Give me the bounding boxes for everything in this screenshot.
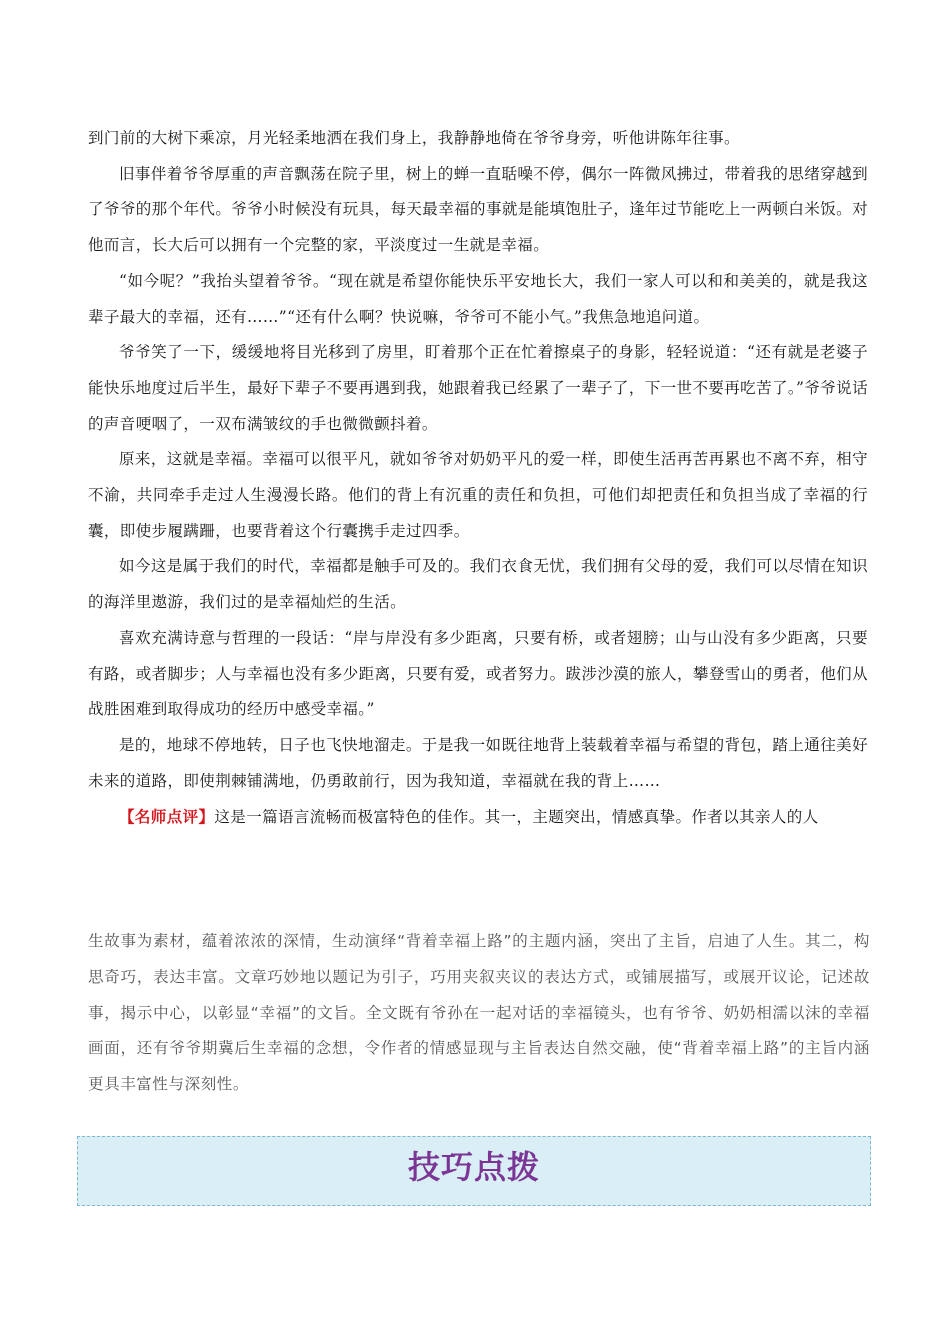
teacher-comment-first-line: 这是一篇语言流畅而极富特色的佳作。其一，主题突出，情感真挚。作者以其亲人的人	[214, 808, 819, 826]
essay-paragraph: 到门前的大树下乘凉，月光轻柔地洒在我们身上，我静静地倚在爷爷身旁，听他讲陈年往事。	[88, 129, 740, 147]
essay-body	[88, 121, 868, 799]
essay-paragraph: 如今这是属于我们的时代，幸福都是触手可及的。我们衣食无忧，我们拥有父母的爱，我们可以尽情在知识的海洋里遨游，我们过的是幸福灿烂的生活。	[88, 557, 868, 612]
essay-paragraph: 喜欢充满诗意与哲理的一段话：“岸与岸没有多少距离，只要有桥，或者翅膀；山与山没有多少距离，只要有路，或者脚步；人与幸福也没有多少距离，只要有爱，或者努力。跋涉沙漠的旅人，攀登雪山的勇者，他们从战胜困难到取得成功的经历中感受幸福。”	[88, 628, 868, 719]
essay-paragraph: “如今呢？”我抬头望着爷爷。“现在就是希望你能快乐平安地长大，我们一家人可以和和美美的，就是我这辈子最大的幸福，还有……”“还有什么啊？快说嘛，爷爷可不能小气。”我焦急地追问道。	[88, 271, 868, 326]
teacher-comment-label: 【名师点评】	[119, 807, 215, 826]
teacher-comment-intro	[88, 799, 868, 836]
essay-paragraph: 爷爷笑了一下，缓缓地将目光移到了房里，盯着那个正在忙着擦桌子的身影，轻轻说道：“还有就是老婆子能快乐地度过后半生，最好下辈子不要再遇到我，她跟着我已经累了一辈子了，下一世不要再吃苦了。”爷爷说话的声音哽咽了，一双布满皱纹的手也微微颤抖着。	[88, 343, 868, 433]
section-title: 技巧点拨	[407, 1148, 540, 1186]
essay-paragraph: 是的，地球不停地转，日子也飞快地溜走。于是我一如既往地背上装载着幸福与希望的背包，踏上通往美好未来的道路，即使荆棘铺满地，仍勇敢前行，因为我知道，幸福就在我的背上……	[88, 735, 868, 790]
essay-paragraph: 原来，这就是幸福。幸福可以很平凡，就如爷爷对奶奶平凡的爱一样，即使生活再苦再累也不离不弃，相守不渝，共同牵手走过人生漫漫长路。他们的背上有沉重的责任和负担，可他们却把责任和负担当成了幸福的行囊，即使步履蹒跚，也要背着这个行囊携手走过四季。	[88, 450, 868, 540]
teacher-comment-continued: 生故事为素材，蕴着浓浓的深情，生动演绎“背着幸福上路”的主题内涵，突出了主旨，启迪了人生。其二，构思奇巧，表达丰富。文章巧妙地以题记为引子，巧用夹叙夹议的表达方式，或铺展描写，或展开议论，记述故事，揭示中心，以彰显“幸福”的文旨。全文既有爷孙在一起对话的幸福镜头，也有爷爷、奶奶相濡以沫的幸福画面，还有爷爷期冀后生幸福的念想，令作者的情感显现与主旨表达自然交融，使“背着幸福上路”的主旨内涵更具丰富性与深刻性。	[88, 932, 870, 1094]
essay-paragraph: 旧事伴着爷爷厚重的声音飘荡在院子里，树上的蝉一直聒噪不停，偶尔一阵微风拂过，带着我的思绪穿越到了爷爷的那个年代。爷爷小时候没有玩具，每天最幸福的事就是能填饱肚子，逢年过节能吃上一两顿白米饭。对他而言，长大后可以拥有一个完整的家，平淡度过一生就是幸福。	[88, 164, 868, 255]
section-banner	[77, 1136, 871, 1206]
